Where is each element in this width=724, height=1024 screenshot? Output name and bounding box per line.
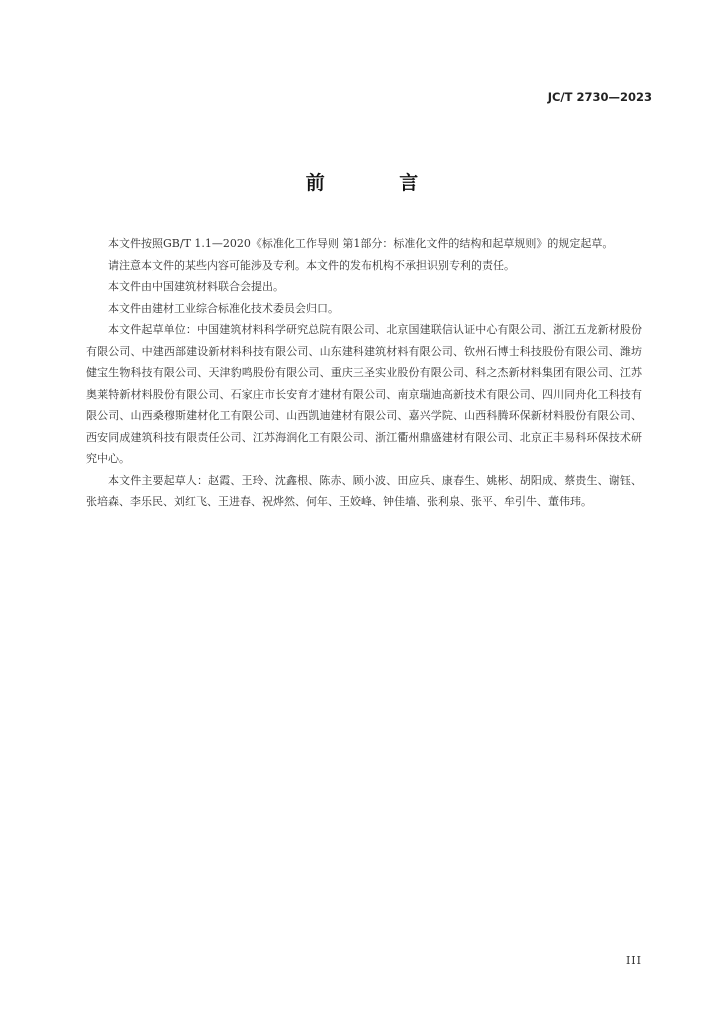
paragraph-drafting-organizations: 本文件起草单位：中国建筑材料科学研究总院有限公司、北京国建联信认证中心有限公司、浙江五龙新材股份有限公司、中建西部建设新材料科技有限公司、山东建科建筑材料有限公司、钦州石博士科技股份有限公司、潍坊健宝生物科技有限公司、天津豹鸣股份有限公司、重庆三圣实业股份有限公司、科之杰新材料集团有限公司、江苏奥莱特新材料股份有限公司、石家庄市长安育才建材有限公司、南京瑞迪高新技术有限公司、四川同舟化工科技有限公司、山西桑穆斯建材化工有限公司、山西凯迪建材有限公司、嘉兴学院、山西科腾环保新材料股份有限公司、西安同成建筑科技有限责任公司、江苏海润化工有限公司、浙江衢州鼎盛建材有限公司、北京正丰易科环保技术研究中心。 — [86, 323, 642, 465]
foreword-body — [86, 233, 642, 513]
paragraph-technical-committee: 本文件由建材工业综合标准化技术委员会归口。 — [108, 301, 339, 315]
page-number: III — [625, 954, 642, 967]
paragraph-drafters: 本文件主要起草人：赵霞、王玲、沈鑫根、陈赤、顾小波、田应兵、康春生、姚彬、胡阳成、蔡贵生、谢钰、张培森、李乐民、刘红飞、王进春、祝烨然、何年、王姣峰、钟佳墙、张利泉、张平、牟引牛、董伟玮。 — [86, 473, 642, 508]
paragraph-proposer: 本文件由中国建筑材料联合会提出。 — [108, 280, 284, 293]
paragraph-patent-notice: 请注意本文件的某些内容可能涉及专利。本文件的发布机构不承担识别专利的责任。 — [108, 258, 515, 272]
paragraph-drafting-rules: 本文件按照GB/T 1.1—2020《标准化工作导则 第1部分：标准化文件的结构和起草规则》的规定起草。 — [108, 237, 614, 250]
page-title: 前 言 — [305, 172, 453, 194]
standard-code: JC/T 2730—2023 — [547, 90, 652, 104]
